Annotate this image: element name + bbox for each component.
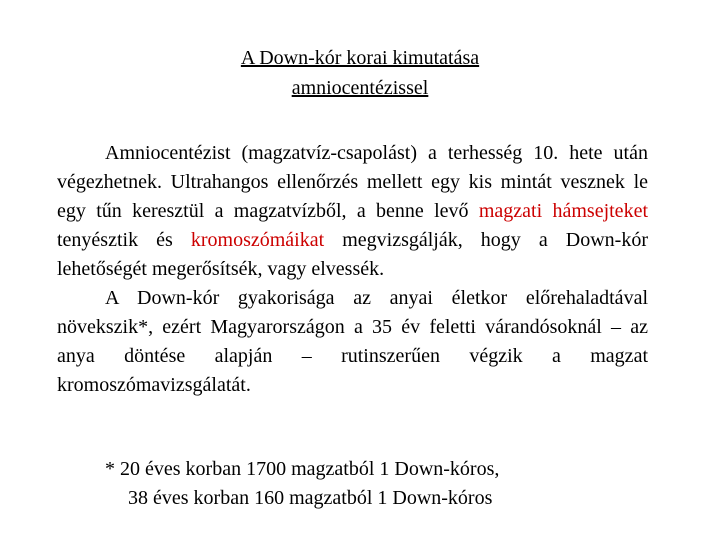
title-line-2: amniocentézissel: [291, 77, 429, 99]
title-line-1: A Down-kór korai kimutatása: [240, 47, 480, 69]
paragraph-1-part-2: tenyésztik és: [57, 229, 191, 251]
footnote-line-2: 38 éves korban 160 magzatból 1 Down-kóros: [128, 487, 493, 509]
page-title: [0, 43, 720, 103]
footnote-line-1: * 20 éves korban 1700 magzatból 1 Down-kóros,: [105, 458, 500, 480]
paragraph-1: [57, 139, 648, 284]
footnote: [105, 455, 665, 513]
paragraph-1-part-1: Amniocentézist (magzatvíz-csapolást) a terhesség 10. hete után végezhetnek. Ultrahangos ellenőrzés mellett egy kis mintát vesznek le egy tűn keresztül a magzatvízből, a benne levő: [57, 142, 648, 222]
highlight-magzati-hamsejteket: magzati hámsejteket: [478, 200, 648, 222]
paragraph-1-part-3: megvizsgálják, hogy a Down-kór lehetőségét megerősítsék, vagy elvessék.: [57, 229, 648, 280]
paragraph-2: A Down-kór gyakorisága az anyai életkor előrehaladtával növekszik*, ezért Magyarországon a 35 év feletti várandósoknál – az anya döntése alapján – rutinszerűen végzik a magzat kromoszómavizsgálatát.: [57, 287, 648, 396]
highlight-kromoszomaikat: kromoszómáikat: [190, 229, 325, 251]
body-text: [57, 139, 648, 400]
